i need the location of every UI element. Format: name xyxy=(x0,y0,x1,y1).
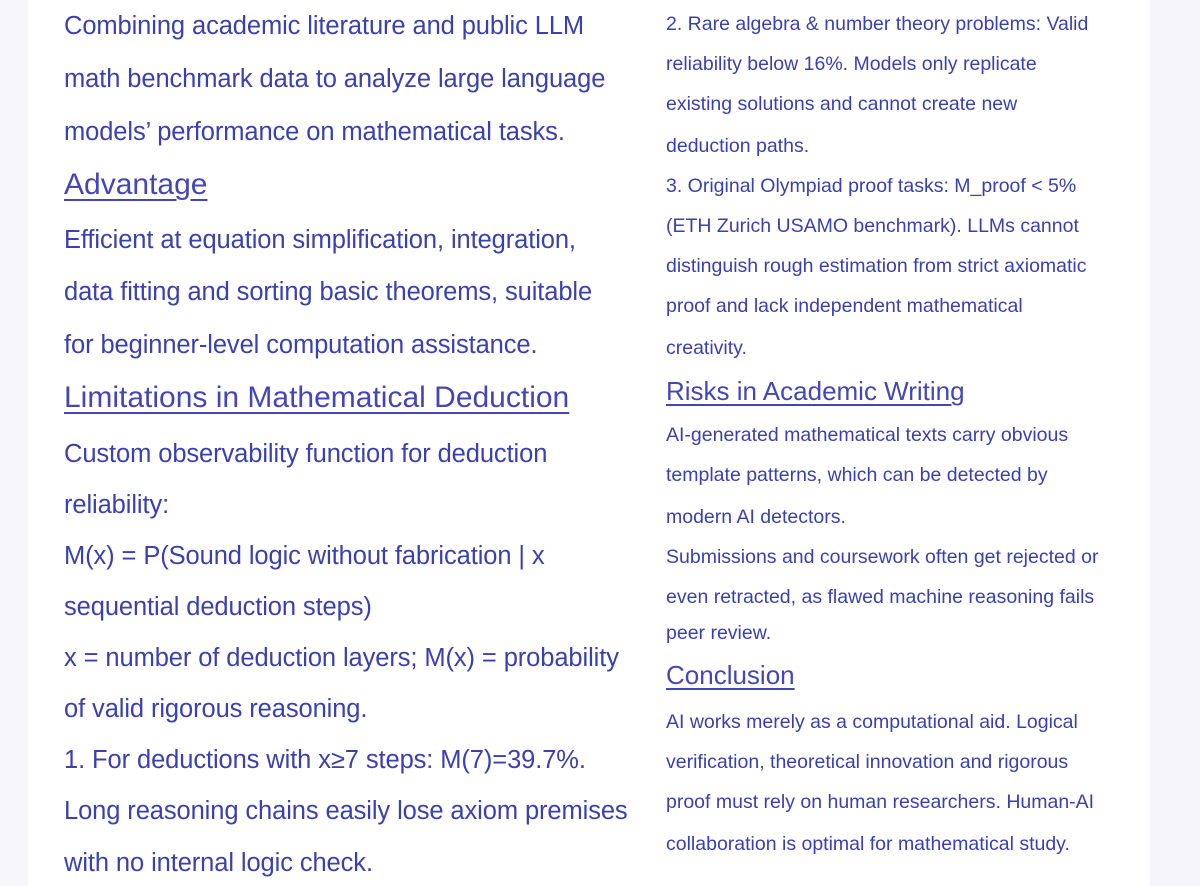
limitations-cont-line: distinguish rough estimation from strict axiomatic xyxy=(666,255,1087,277)
risks-line: even retracted, as flawed machine reasoning fails xyxy=(666,586,1095,608)
left-gutter xyxy=(0,0,28,886)
risks-line: AI-generated mathematical texts carry obvious xyxy=(666,424,1069,446)
advantage-line: Efficient at equation simplification, integration, xyxy=(64,226,576,254)
risks-line: template patterns, which can be detected by xyxy=(666,464,1048,486)
intro-line: models’ performance on mathematical tasks. xyxy=(64,118,565,146)
conclusion-line: proof must rely on human researchers. Human-AI xyxy=(666,791,1095,813)
conclusion-heading: Conclusion xyxy=(666,660,795,690)
limitations-cont-line: proof and lack independent mathematical xyxy=(666,295,1023,317)
limitations-cont-line: 2. Rare algebra & number theory problems: Valid xyxy=(666,13,1089,35)
risks-line: modern AI detectors. xyxy=(666,506,846,528)
page-margin xyxy=(1150,0,1200,886)
risks-line: peer review. xyxy=(666,622,772,644)
conclusion-line: verification, theoretical innovation and rigorous xyxy=(666,751,1069,773)
limitations-cont-line: 3. Original Olympiad proof tasks: M_proof < 5% xyxy=(666,175,1077,197)
limitations-line: 1. For deductions with x≥7 steps: M(7)=39.7%. xyxy=(64,746,586,774)
limitations-line: reliability: xyxy=(64,491,170,519)
risks-line: Submissions and coursework often get rejected or xyxy=(666,546,1099,568)
limitations-line: M(x) = P(Sound logic without fabrication | x xyxy=(64,542,545,570)
advantage-heading: Advantage xyxy=(64,168,208,201)
limitations-cont-line: (ETH Zurich USAMO benchmark). LLMs cannot xyxy=(666,215,1079,237)
limitations-line: of valid rigorous reasoning. xyxy=(64,695,368,723)
intro-line: math benchmark data to analyze large language xyxy=(64,65,606,93)
advantage-line: for beginner-level computation assistance. xyxy=(64,331,538,359)
limitations-cont-line: deduction paths. xyxy=(666,135,810,157)
limitations-line: with no internal logic check. xyxy=(64,849,373,877)
conclusion-line: collaboration is optimal for mathematical study. xyxy=(666,833,1070,855)
conclusion-line: AI works merely as a computational aid. Logical xyxy=(666,711,1078,733)
limitations-cont-line: creativity. xyxy=(666,337,747,359)
risks-heading: Risks in Academic Writing xyxy=(666,376,965,406)
limitations-cont-line: reliability below 16%. Models only replicate xyxy=(666,53,1037,75)
limitations-line: x = number of deduction layers; M(x) = probability xyxy=(64,644,619,672)
advantage-line: data fitting and sorting basic theorems, suitable xyxy=(64,278,593,306)
limitations-line: Custom observability function for deduction xyxy=(64,440,548,468)
limitations-heading: Limitations in Mathematical Deduction xyxy=(64,381,570,414)
limitations-cont-line: existing solutions and cannot create new xyxy=(666,93,1018,115)
limitations-line: sequential deduction steps) xyxy=(64,593,372,621)
intro-line: Combining academic literature and public LLM xyxy=(64,12,585,40)
limitations-line: Long reasoning chains easily lose axiom premises xyxy=(64,797,628,825)
